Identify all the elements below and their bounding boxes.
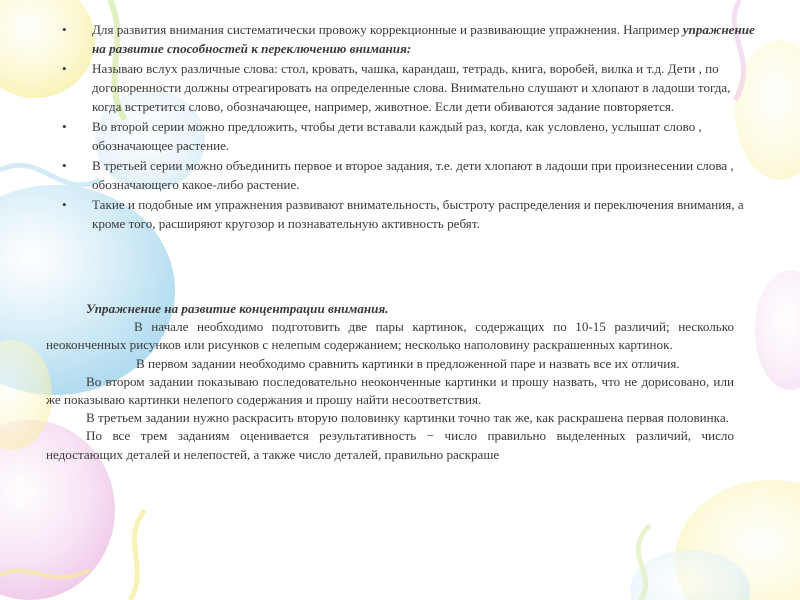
section-paragraph: В третьем задании нужно раскрасить вторую половинку картинки точно так же, как раскрашена первая половинка. <box>86 410 729 426</box>
bullet-text: Для развития внимания систематически провожу коррекционные и развивающие упражнения. Например <box>92 22 683 37</box>
bullet-dot-icon: • <box>62 22 67 37</box>
bullet-list <box>62 20 762 234</box>
bullet-emphasis-colon: : <box>406 41 412 56</box>
bullet-dot-icon: • <box>62 61 67 76</box>
bullet-text: В третьей серии можно объединить первое и второе задания, т.е. дети хлопают в ладоши при произнесении слова , обозначающего какое-либо растение. <box>92 158 734 192</box>
bullet-dot-icon: • <box>62 197 67 212</box>
bullet-dot-icon: • <box>62 119 67 134</box>
bullet-item <box>62 195 762 233</box>
bullet-text: Такие и подобные им упражнения развивают внимательность, быстроту распределения и переключения внимания, а кроме того, расширяют кругозор и познавательную активность ребят. <box>92 197 744 231</box>
bullet-item <box>62 156 762 194</box>
bullet-dot-icon: • <box>62 158 67 173</box>
section-paragraph: В первом задании необходимо сравнить картинки в предложенной паре и назвать все их отличия. <box>136 355 680 371</box>
section-paragraph: Во втором задании показываю последовательно неоконченные картинки и прошу назвать, что не дорисовано, или же показываю картинки нелепого содержания и прошу найти несоответствия. <box>46 373 734 408</box>
bullet-text: Во второй серии можно предложить, чтобы дети вставали каждый раз, когда, как условлено, услышат слово , обозначающее растение. <box>92 119 702 153</box>
bullet-text: Называю вслух различные слова: стол, кровать, чашка, карандаш, тетрадь, книга, воробей, вилка и т.д. Дети , по договоренности должны отреагировать на определенные слова. Внимательно слушают и хлопают в ладоши тогда, когда встретится слово, обозначающее, например, животное. Если дети обиваются задание повторяется. <box>92 61 731 114</box>
section-paragraph: В начале необходимо подготовить две пары картинок, содержащих по 10-15 различий; несколько неоконченных рисунков или рисунков с нелепым содержанием; несколько наполовину раскрашенных картинок. <box>46 319 734 353</box>
section-title: Упражнение на развитие концентрации внимания. <box>86 301 389 316</box>
concentration-exercise-section <box>46 300 734 464</box>
section-paragraph: По все трем заданиям оценивается результативность − число правильно выделенных различий, число недостающих деталей и нелепостей, а также число деталей, правильно раскраше <box>46 428 734 462</box>
bullet-item <box>62 117 762 155</box>
bullet-emphasis: упражнение на развитие способностей к переключению внимания <box>92 22 755 56</box>
bullet-item <box>62 59 762 116</box>
bullet-item <box>62 20 762 58</box>
